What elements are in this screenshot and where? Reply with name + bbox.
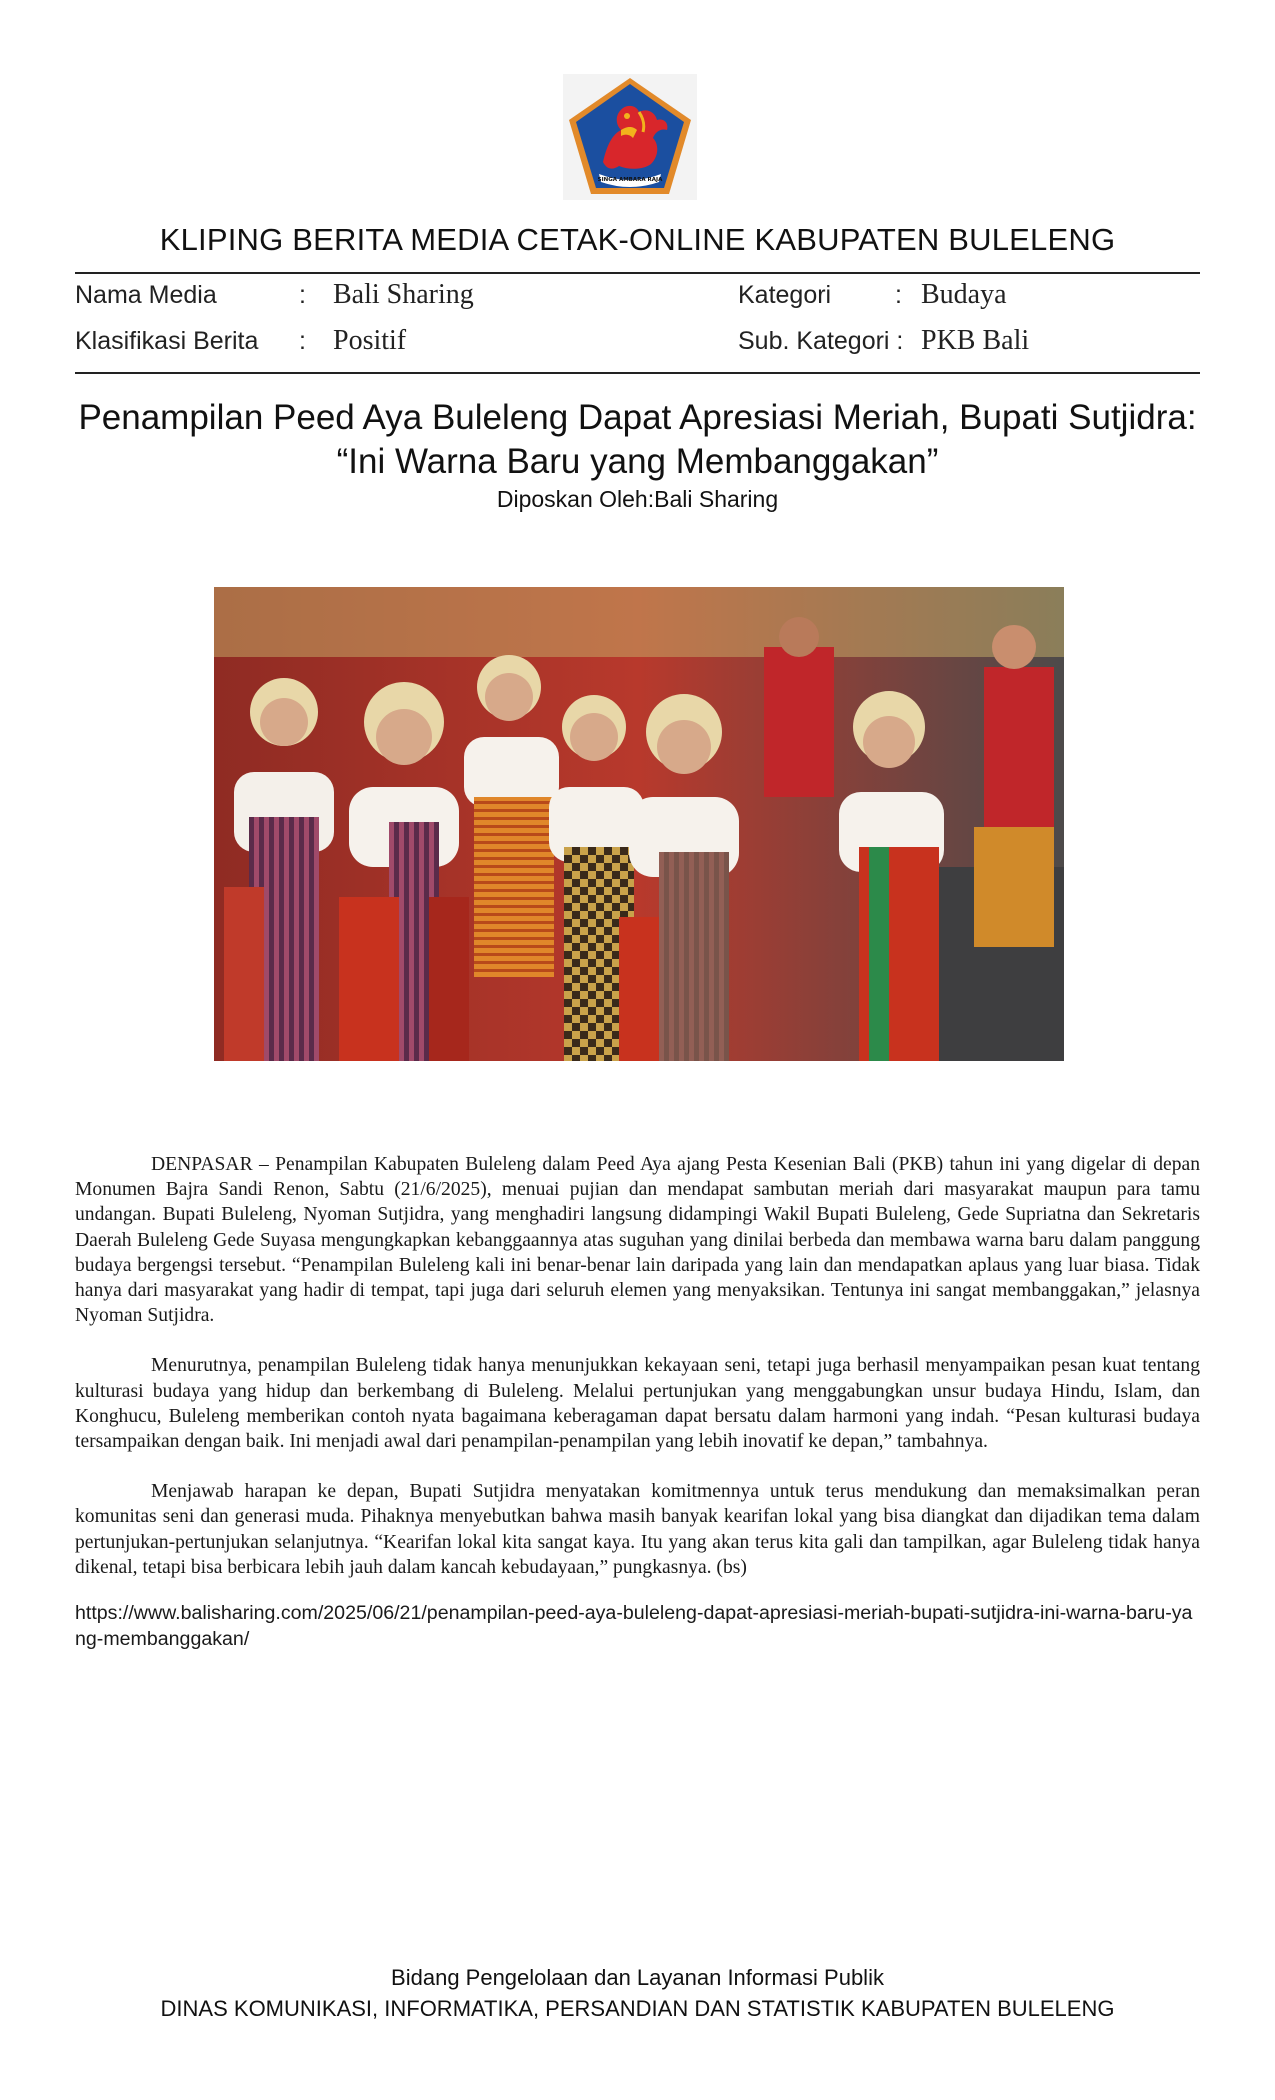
kategori-label: Kategori bbox=[738, 281, 832, 309]
media-label: Nama Media bbox=[75, 281, 217, 309]
logo-motto: SINGA AMBARA RAJA bbox=[597, 177, 663, 183]
page-footer bbox=[0, 1962, 1275, 2024]
article-headline bbox=[0, 396, 1275, 484]
dancers-photo bbox=[214, 587, 1064, 1061]
klasifikasi-value: Positif bbox=[333, 325, 407, 356]
klasifikasi-label: Klasifikasi Berita bbox=[75, 327, 259, 355]
media-value: Bali Sharing bbox=[333, 279, 474, 310]
buleleng-regency-logo bbox=[563, 74, 697, 200]
article-body bbox=[75, 1152, 1200, 1605]
clipping-title: KLIPING BERITA MEDIA CETAK-ONLINE KABUPATEN BULELENG bbox=[159, 222, 1116, 257]
article-paragraph: Menjawab harapan ke depan, Bupati Sutjidra menyatakan komitmennya untuk terus mendukung dan memaksimalkan peran komunitas seni dan generasi muda. Pihaknya menyebutkan bahwa masih banyak kearifan lokal yang bisa diangkat dan dijadikan tema dalam pertunjukan-pertunjukan selanjutnya. “Kearifan lokal kita sangat kaya. Itu yang akan terus kita gali dan tampilkan, agar Buleleng tidak hanya dikenal, tetapi bisa berbicara lebih jauh dalam kancah kebudayaan,” pungkasnya. (bs) bbox=[75, 1481, 1200, 1578]
headline-line-2: “Ini Warna Baru yang Membanggakan” bbox=[336, 442, 939, 481]
footer-agency: DINAS KOMUNIKASI, INFORMATIKA, PERSANDIAN DAN STATISTIK KABUPATEN BULELENG bbox=[160, 1996, 1115, 2021]
meta-divider bbox=[75, 372, 1200, 374]
footer-division: Bidang Pengelolaan dan Layanan Informasi Publik bbox=[391, 1965, 884, 1990]
subkategori-value: PKB Bali bbox=[921, 325, 1030, 356]
kategori-colon: : bbox=[895, 281, 902, 309]
media-colon: : bbox=[299, 281, 306, 309]
source-url: https://www.balisharing.com/2025/06/21/penampilan-peed-aya-buleleng-dapat-apresiasi-meriah-bupati-sutjidra-ini-warna-baru-yang-membanggakan/ bbox=[75, 1602, 1193, 1650]
article-paragraph: Menurutnya, penampilan Buleleng tidak hanya menunjukkan kekayaan seni, tetapi juga berhasil menyampaikan pesan kuat tentang kulturasi budaya yang hidup dan berkembang di Buleleng. Melalui pertunjukan yang menggabungkan unsur budaya Hindu, Islam, dan Konghucu, Buleleng memberikan contoh nyata bagaimana keberagaman dapat bersatu dalam harmoni yang indah. “Pesan kulturasi budaya tersampaikan dengan baik. Ini menjadi awal dari penampilan-penampilan yang lebih inovatif ke depan,” tambahnya. bbox=[75, 1355, 1200, 1453]
subkategori-label: Sub. Kategori : bbox=[738, 327, 904, 355]
headline-line-1: Penampilan Peed Aya Buleleng Dapat Apresiasi Meriah, Bupati Sutjidra: bbox=[78, 398, 1197, 437]
article-byline: Diposkan Oleh:Bali Sharing bbox=[496, 486, 779, 512]
article-paragraph: DENPASAR – Penampilan Kabupaten Buleleng dalam Peed Aya ajang Pesta Kesenian Bali (PKB) tahun ini yang digelar di depan Monumen Bajra Sandi Renon, Sabtu (21/6/2025), menuai pujian dan mendapat sambutan meriah dari masyarakat maupun para tamu undangan. Bupati Buleleng, Nyoman Sutjidra, yang menghadiri langsung didampingi Wakil Bupati Buleleng, Gede Supriatna dan Sekretaris Daerah Buleleng Gede Suyasa mengungkapkan kebanggaannya atas suguhan yang dinilai berbeda dan membawa warna baru dalam panggung budaya bergengsi tersebut. “Penampilan Buleleng kali ini benar-benar lain daripada yang lain dan mendapatkan aplaus yang luar biasa. Tidak hanya dari masyarakat yang hadir di tempat, tapi juga dari seluruh elemen yang menyaksikan. Tentunya ini sangat membanggakan,” jelasnya Nyoman Sutjidra. bbox=[75, 1154, 1200, 1327]
top-divider bbox=[75, 272, 1200, 274]
klasifikasi-colon: : bbox=[299, 327, 306, 355]
kategori-value: Budaya bbox=[921, 279, 1007, 310]
